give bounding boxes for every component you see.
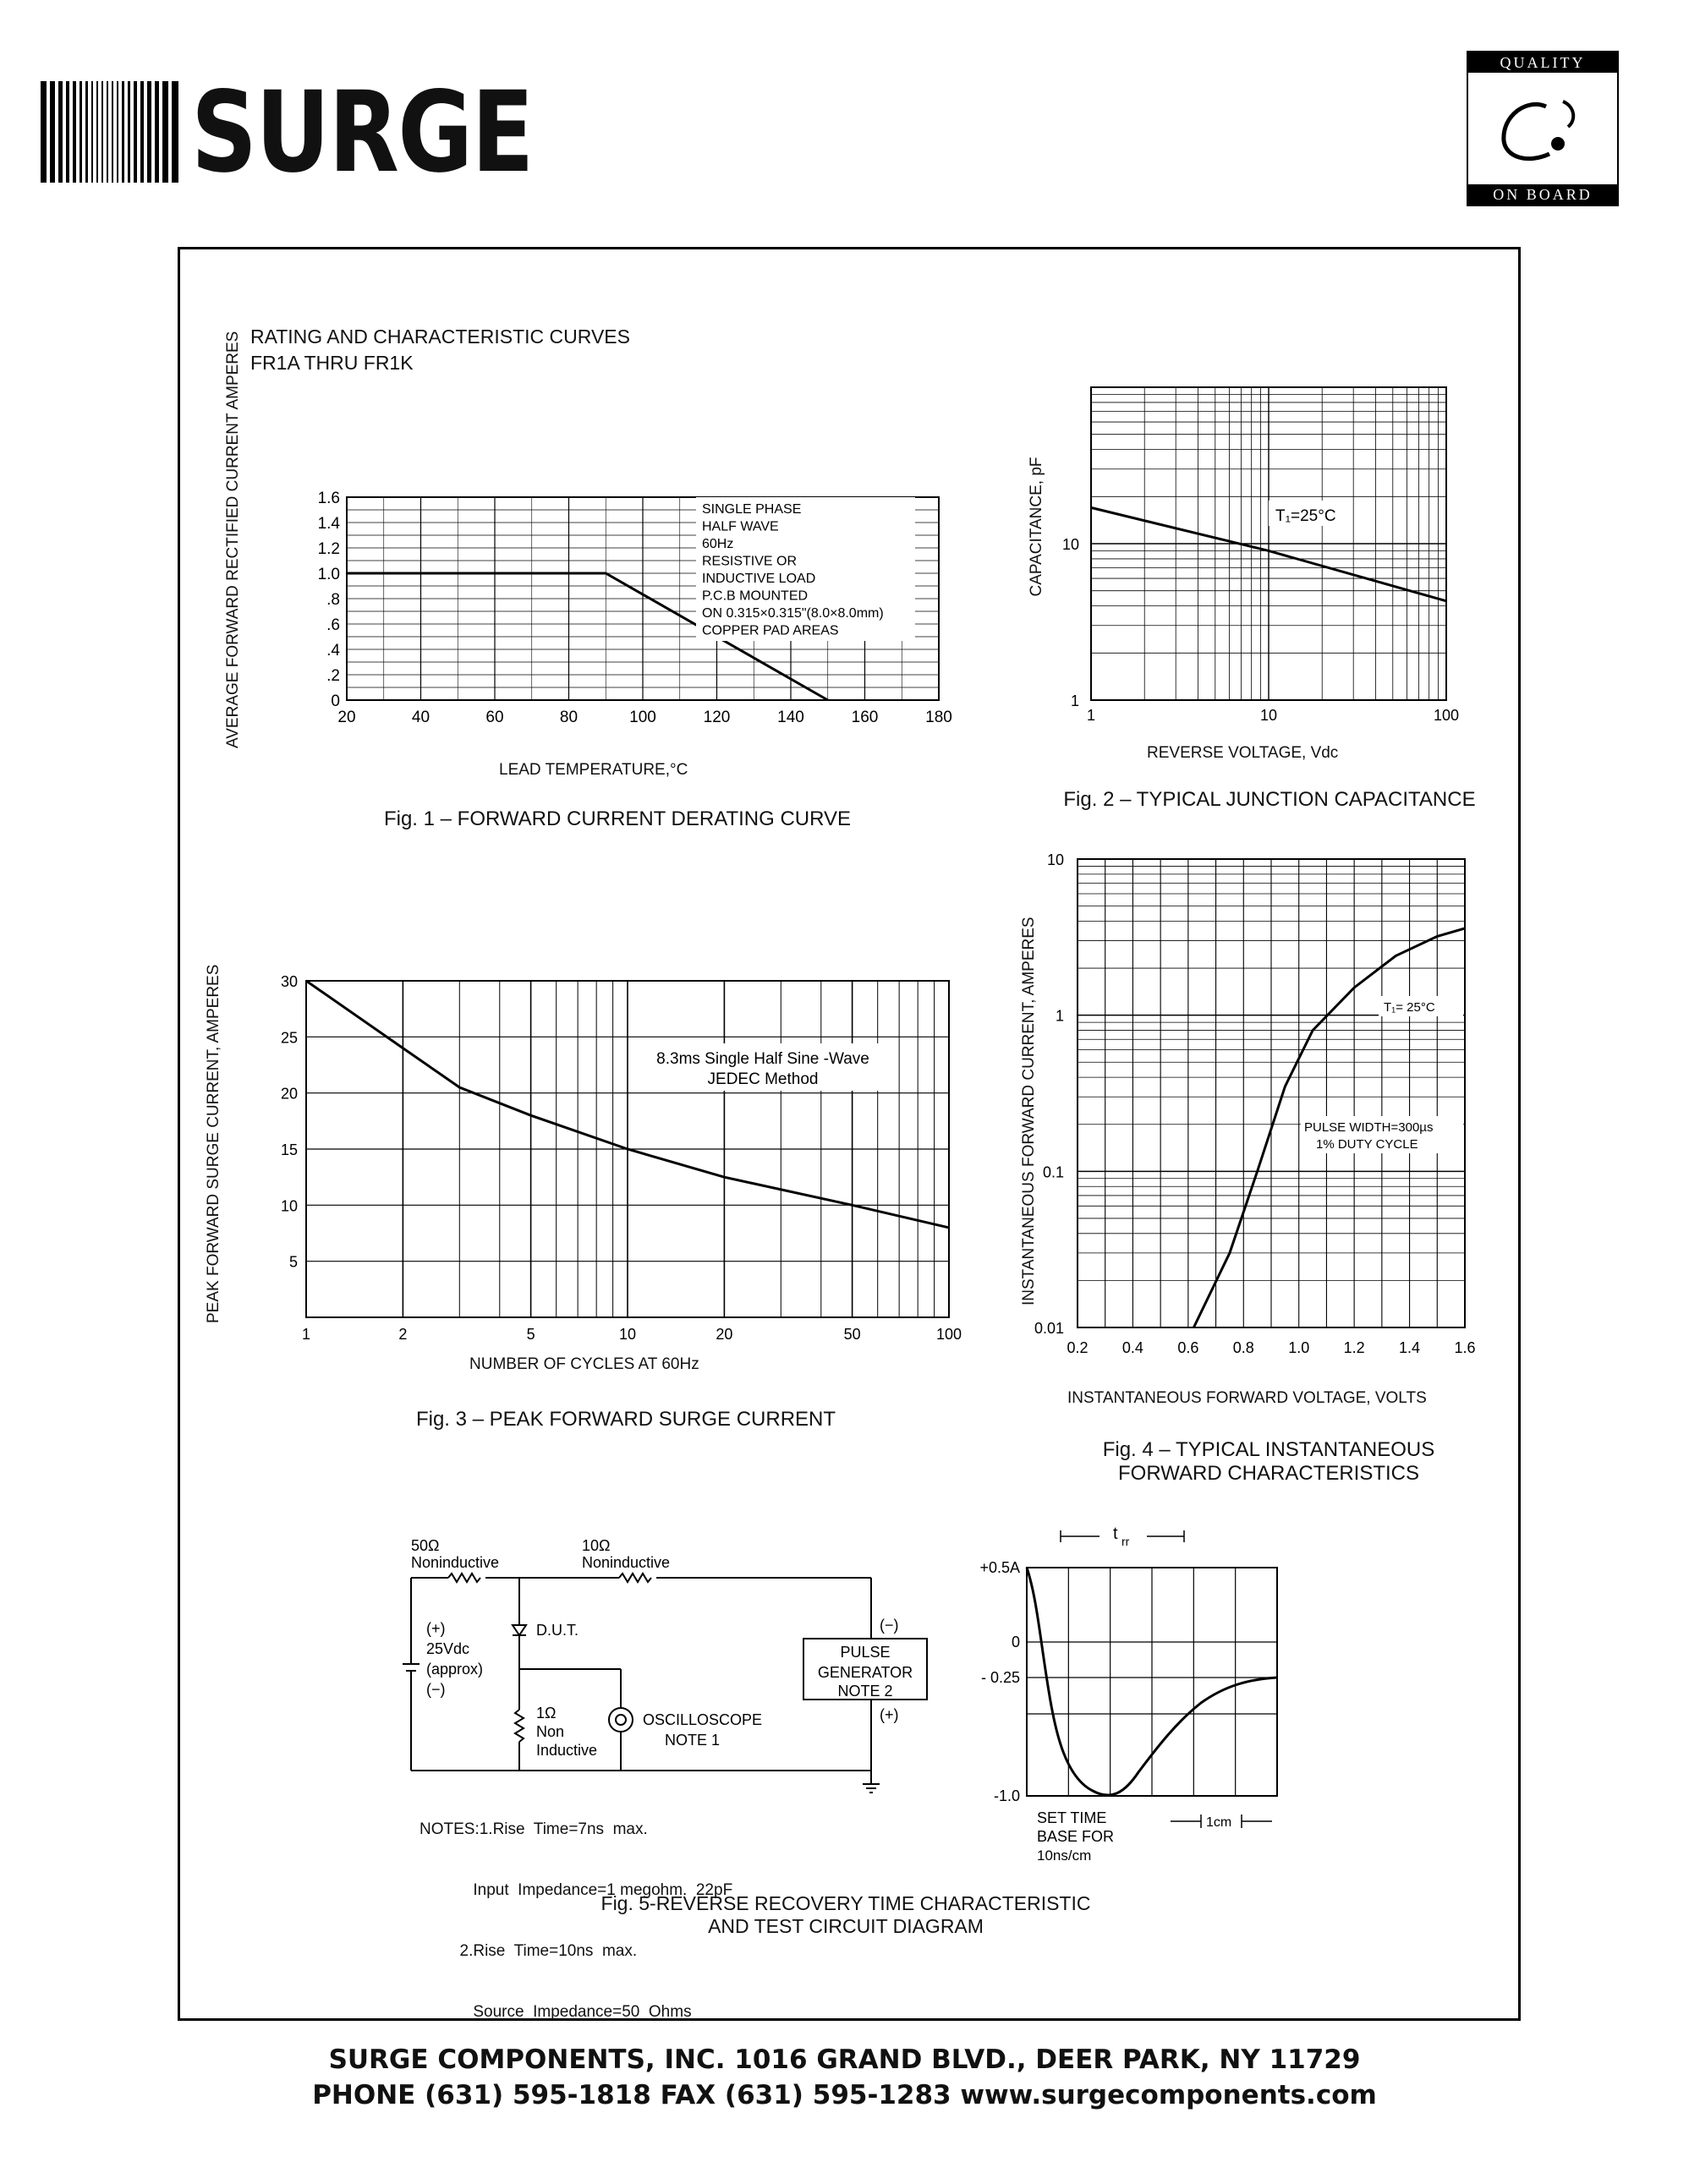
fig5-y-tick: 0 xyxy=(1011,1634,1020,1650)
fig2-xlabel: REVERSE VOLTAGE, Vdc xyxy=(1147,744,1339,762)
fig3-y-tick: 10 xyxy=(280,1197,298,1215)
fig1-x-tick: 60 xyxy=(485,709,504,726)
fig1-y-tick: .8 xyxy=(326,591,340,609)
fig4-x-tick: 0.8 xyxy=(1232,1339,1254,1356)
fig1-annotation-line: ON 0.315×0.315"(8.0×8.0mm) xyxy=(702,606,884,621)
note-line-3: Source Impedance=50 Ohms xyxy=(420,2003,692,2021)
fig5-set-time-1: BASE FOR xyxy=(1037,1828,1115,1845)
r1-resistor-icon xyxy=(448,1574,480,1582)
footer-address: SURGE COMPONENTS, INC. 1016 GRAND BLVD., DEER PARK, NY 11729 xyxy=(328,2044,1361,2075)
fig2-y-tick: 1 xyxy=(1070,692,1079,709)
fig4-x-tick: 1.2 xyxy=(1343,1339,1365,1356)
fig3-x-tick: 2 xyxy=(398,1326,408,1343)
note-line-2: 2.Rise Time=10ns max. xyxy=(420,1942,638,1960)
fig3-x-tick: 20 xyxy=(716,1326,733,1343)
fig1-x-tick: 160 xyxy=(851,709,879,726)
fig2-y-tick: 10 xyxy=(1061,536,1079,553)
fig4-x-tick: 1.4 xyxy=(1399,1339,1421,1356)
fig1-y-tick: 1.0 xyxy=(317,566,340,583)
badge-bottom: ON BOARD xyxy=(1468,184,1617,205)
fig3-ylabel: PEAK FORWARD SURGE CURRENT, AMPERES xyxy=(205,964,222,1323)
fig4-chart xyxy=(1032,844,1505,1385)
fig3-y-tick: 5 xyxy=(288,1253,298,1271)
fig2-x-tick: 1 xyxy=(1086,707,1096,724)
dut-label: D.U.T. xyxy=(536,1622,579,1639)
fig1-x-tick: 40 xyxy=(411,709,430,726)
fig5-caption xyxy=(524,1892,1167,1938)
fig3-x-tick: 50 xyxy=(843,1326,861,1343)
fig5-y-tick: - 0.25 xyxy=(980,1669,1020,1686)
fig4-y-tick: 0.01 xyxy=(1034,1320,1064,1337)
r3-label-2: Inductive xyxy=(536,1742,598,1759)
fig1-y-tick: .2 xyxy=(326,667,340,685)
r3-resistor-icon xyxy=(515,1710,524,1742)
fig4-caption xyxy=(1074,1438,1463,1486)
fig1-x-tick: 140 xyxy=(777,709,804,726)
trr-label-t: t xyxy=(1113,1524,1118,1543)
r1-type: Noninductive xyxy=(411,1554,500,1571)
fig3-y-tick: 25 xyxy=(280,1029,298,1047)
fig1-x-tick: 20 xyxy=(337,709,356,726)
fig4-x-tick: 0.2 xyxy=(1067,1339,1089,1356)
fig3-caption: Fig. 3 – PEAK FORWARD SURGE CURRENT xyxy=(415,1408,836,1431)
fig1-y-tick: 1.4 xyxy=(317,515,340,533)
logo-bars-icon xyxy=(41,78,193,188)
fig1-annotation-line: RESISTIVE OR xyxy=(702,554,798,569)
fig3-x-tick: 5 xyxy=(526,1326,535,1343)
fig4-x-tick: 1.6 xyxy=(1454,1339,1476,1356)
quality-swirl-icon xyxy=(1468,73,1617,184)
fig1-annotation-line: HALF WAVE xyxy=(702,519,779,534)
fig4-annotation-line: PULSE WIDTH=300µs xyxy=(1304,1120,1434,1135)
fig1-y-tick: .6 xyxy=(326,616,340,634)
logo-text: SURGE xyxy=(191,68,533,198)
pulse-label-0: PULSE xyxy=(840,1644,891,1661)
fig1-annotation-line: SINGLE PHASE xyxy=(702,502,802,517)
page-title xyxy=(250,324,630,376)
fig1-annotation-line: P.C.B MOUNTED xyxy=(702,588,809,604)
fig4-x-tick: 0.6 xyxy=(1177,1339,1199,1356)
r2-label: 10Ω xyxy=(582,1537,611,1554)
fig3-annotation-line: JEDEC Method xyxy=(707,1070,819,1088)
fig2-ylabel: CAPACITANCE, pF xyxy=(1028,457,1045,597)
scope-label-0: OSCILLOSCOPE xyxy=(643,1711,763,1728)
r3-label-1: Non xyxy=(536,1723,565,1740)
fig1-x-tick: 100 xyxy=(629,709,656,726)
fig4-y-tick: 1 xyxy=(1055,1007,1064,1025)
fig3-chart xyxy=(262,964,964,1361)
r3-label-0: 1Ω xyxy=(536,1705,557,1721)
fig3-xlabel: NUMBER OF CYCLES AT 60Hz xyxy=(469,1355,699,1373)
fig3-y-tick: 15 xyxy=(280,1141,298,1158)
fig1-x-tick: 180 xyxy=(925,709,952,726)
fig1-x-tick: 120 xyxy=(703,709,731,726)
fig5-waveform xyxy=(956,1522,1311,1877)
fig1-xlabel: LEAD TEMPERATURE,°C xyxy=(499,761,688,779)
fig5-set-time-0: SET TIME xyxy=(1037,1809,1107,1826)
surge-logo xyxy=(41,68,533,198)
fig1-caption: Fig. 1 – FORWARD CURRENT DERATING CURVE xyxy=(383,807,852,830)
quality-badge xyxy=(1467,51,1619,206)
pulse-plus: (+) xyxy=(880,1706,899,1723)
fig4-x-tick: 0.4 xyxy=(1121,1339,1143,1356)
badge-top: QUALITY xyxy=(1468,52,1617,73)
fig2-annotation: T₁=25°C xyxy=(1275,507,1336,525)
fig5-y-tick: +0.5A xyxy=(979,1559,1020,1576)
fig4-caption-line-1: Fig. 4 – TYPICAL INSTANTANEOUS xyxy=(1102,1438,1435,1461)
r2-type: Noninductive xyxy=(582,1554,671,1571)
fig5-caption-line-2: AND TEST CIRCUIT DIAGRAM xyxy=(708,1915,984,1937)
fig1-x-tick: 80 xyxy=(559,709,579,726)
fig5-1cm-label: 1cm xyxy=(1206,1815,1232,1830)
fig4-annotation-line: T₁= 25°C xyxy=(1384,1000,1435,1015)
fig4-annotation-line: 1% DUTY CYCLE xyxy=(1316,1137,1418,1152)
fig4-y-tick: 10 xyxy=(1046,851,1064,868)
fig5-y-tick: -1.0 xyxy=(993,1787,1020,1804)
fig4-xlabel: INSTANTANEOUS FORWARD VOLTAGE, VOLTS xyxy=(1067,1389,1427,1407)
fig5-set-time-2: 10ns/cm xyxy=(1037,1847,1092,1864)
oscilloscope-icon xyxy=(609,1708,633,1732)
fig4-x-tick: 1.0 xyxy=(1288,1339,1310,1356)
fig1-chart xyxy=(279,490,956,778)
title-line-2: FR1A THRU FR1K xyxy=(250,352,414,374)
fig1-y-tick: 0 xyxy=(331,692,340,710)
fig3-x-tick: 100 xyxy=(935,1326,962,1343)
fig1-annotation-line: INDUCTIVE LOAD xyxy=(702,572,816,586)
fig1-annotation-line: 60Hz xyxy=(702,537,734,551)
source-label-3: (−) xyxy=(426,1681,446,1698)
fig4-y-tick: 0.1 xyxy=(1042,1163,1064,1181)
fig2-caption: Fig. 2 – TYPICAL JUNCTION CAPACITANCE xyxy=(1063,788,1476,811)
fig2-chart xyxy=(1049,372,1463,727)
pulse-minus: (−) xyxy=(880,1617,899,1634)
title-line-1: RATING AND CHARACTERISTIC CURVES xyxy=(250,326,630,348)
footer-contact: PHONE (631) 595-1818 FAX (631) 595-1283 www.surgecomponents.com xyxy=(312,2080,1377,2110)
fig5-caption-line-1: Fig. 5-REVERSE RECOVERY TIME CHARACTERISTIC xyxy=(600,1892,1091,1914)
fig1-y-tick: 1.6 xyxy=(317,490,340,507)
fig3-annotation-line: 8.3ms Single Half Sine -Wave xyxy=(656,1050,869,1068)
fig1-annotation-line: COPPER PAD AREAS xyxy=(702,623,839,638)
pulse-label-1: GENERATOR xyxy=(817,1664,913,1681)
r1-label: 50Ω xyxy=(411,1537,440,1554)
fig3-x-tick: 1 xyxy=(301,1326,311,1343)
fig2-x-tick: 100 xyxy=(1433,707,1460,724)
fig2-x-tick: 10 xyxy=(1259,707,1278,724)
fig1-ylabel: AVERAGE FORWARD RECTIFIED CURRENT AMPERES xyxy=(224,331,242,748)
trr-label-rr: rr xyxy=(1121,1535,1130,1548)
note-line-1: Input Impedance=1 megohm. 22pF xyxy=(420,1881,733,1899)
note-line-0: NOTES:1.Rise Time=7ns max. xyxy=(420,1820,648,1838)
source-label-0: (+) xyxy=(426,1620,446,1637)
source-label-1: 25Vdc xyxy=(426,1640,470,1657)
pulse-label-2: NOTE 2 xyxy=(837,1683,893,1700)
fig3-y-tick: 20 xyxy=(280,1085,298,1103)
scope-label-1: NOTE 1 xyxy=(665,1732,721,1749)
r2-resistor-icon xyxy=(619,1574,651,1582)
fig4-ylabel: INSTANTANEOUS FORWARD CURRENT, AMPERES xyxy=(1020,917,1038,1305)
fig3-y-tick: 30 xyxy=(280,973,298,990)
fig1-y-tick: .4 xyxy=(326,642,340,660)
fig1-y-tick: 1.2 xyxy=(317,540,340,558)
fig3-x-tick: 10 xyxy=(618,1326,637,1343)
fig4-caption-line-2: FORWARD CHARACTERISTICS xyxy=(1117,1462,1419,1485)
dut-diode-icon xyxy=(513,1625,526,1635)
source-label-2: (approx) xyxy=(426,1661,484,1678)
